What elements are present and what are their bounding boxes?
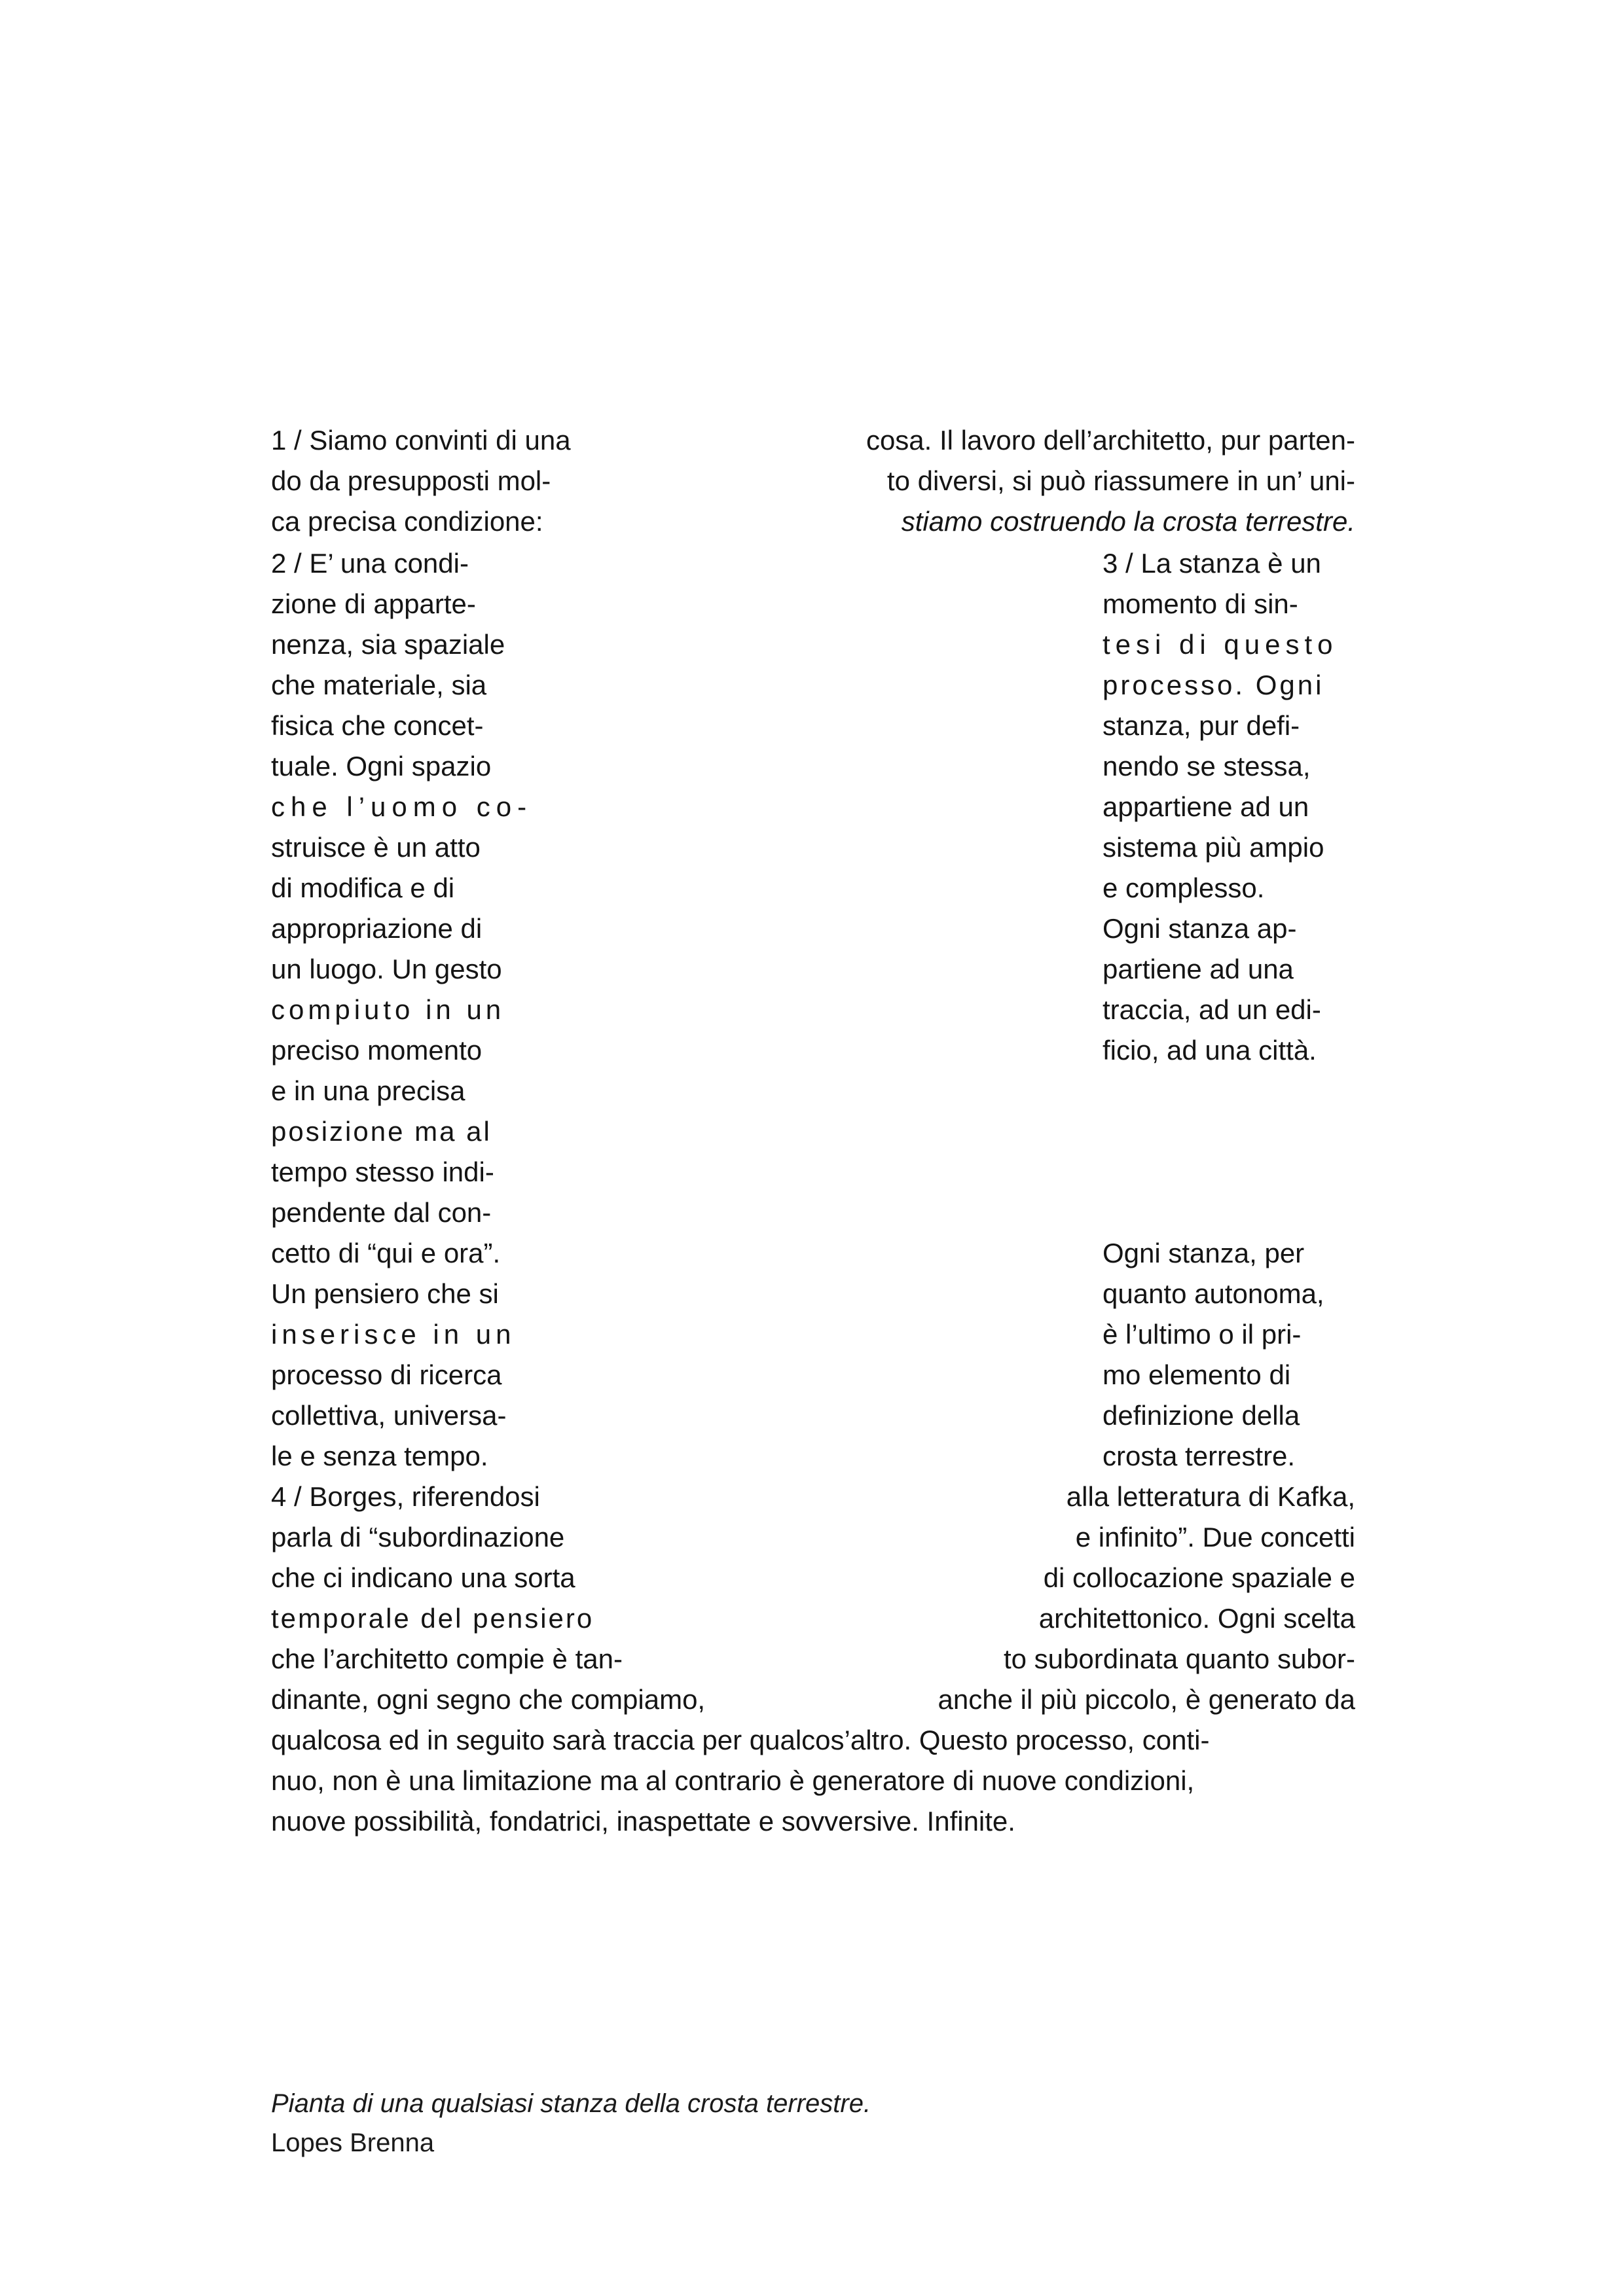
text-line: e complesso. <box>1103 872 1265 903</box>
text-line: architettonico. Ogni scelta <box>1038 1603 1355 1634</box>
text-line: tesi di questo <box>1103 629 1338 660</box>
text-line: inserisce in un <box>271 1319 516 1350</box>
text-line: un luogo. Un gesto <box>271 954 502 984</box>
text-line: che l’uomo co- <box>271 791 533 822</box>
text-line: stanza, pur defi- <box>1103 710 1300 741</box>
text-line: che materiale, sia <box>271 670 487 700</box>
text-line: e in una precisa <box>271 1075 465 1106</box>
text-line: qualcosa ed in seguito sarà traccia per qualcos’altro. Questo processo, conti- <box>271 1725 1210 1755</box>
text-line: Un pensiero che si <box>271 1278 499 1309</box>
text-line: Ogni stanza, per <box>1103 1238 1305 1268</box>
text-line: processo di ricerca <box>271 1359 502 1390</box>
caption-author: Lopes Brenna <box>271 2128 435 2157</box>
text-line: e infinito”. Due concetti <box>1075 1522 1355 1552</box>
text-line: nuo, non è una limitazione ma al contrario è generatore di nuove condizioni, <box>271 1765 1195 1796</box>
text-line: preciso momento <box>271 1035 483 1066</box>
text-line: che ci indicano una sorta <box>271 1562 575 1593</box>
text-line: 4 / Borges, riferendosi <box>271 1481 540 1512</box>
text-line: collettiva, universa- <box>271 1400 507 1431</box>
text-line: nendo se stessa, <box>1103 751 1311 781</box>
text-line: nenza, sia spaziale <box>271 629 505 660</box>
text-line: di collocazione spaziale e <box>1043 1562 1355 1593</box>
text-line: cosa. Il lavoro dell’architetto, pur parten- <box>866 425 1355 456</box>
text-line: do da presupposti mol- <box>271 465 551 496</box>
text-line: to subordinata quanto subor- <box>1003 1643 1355 1674</box>
text-line: fisica che concet- <box>271 710 484 741</box>
text-line: parla di “subordinazione <box>271 1522 565 1552</box>
text-line: anche il più piccolo, è generato da <box>938 1684 1355 1715</box>
text-line: le e senza tempo. <box>271 1441 488 1471</box>
text-line: stiamo costruendo la crosta terrestre. <box>901 506 1355 537</box>
text-line: cetto di “qui e ora”. <box>271 1238 501 1268</box>
text-line: pendente dal con- <box>271 1197 492 1228</box>
text-line: definizione della <box>1103 1400 1300 1431</box>
text-line: appartiene ad un <box>1103 791 1309 822</box>
text-line: quanto autonoma, <box>1103 1278 1324 1309</box>
text-line: 1 / Siamo convinti di una <box>271 425 571 456</box>
text-line: to diversi, si può riassumere in un’ uni- <box>886 465 1355 496</box>
caption-title: Pianta di una qualsiasi stanza della crosta terrestre. <box>271 2089 871 2118</box>
text-line: processo. Ogni <box>1103 670 1324 700</box>
text-line: alla letteratura di Kafka, <box>1066 1481 1355 1512</box>
text-line: appropriazione di <box>271 913 483 944</box>
text-line: traccia, ad un edi- <box>1103 994 1321 1025</box>
text-line: temporale del pensiero <box>271 1603 594 1634</box>
text-line: dinante, ogni segno che compiamo, <box>271 1684 706 1715</box>
text-line: ca precisa condizione: <box>271 506 543 537</box>
text-line: compiuto in un <box>271 994 505 1025</box>
text-line: che l’architetto compie è tan- <box>271 1643 623 1674</box>
text-line: 3 / La stanza è un <box>1103 548 1321 579</box>
text-line: di modifica e di <box>271 872 455 903</box>
text-line: tempo stesso indi- <box>271 1157 494 1187</box>
text-line: struisce è un atto <box>271 832 481 863</box>
text-line: 2 / E’ una condi- <box>271 548 469 579</box>
text-line: tuale. Ogni spazio <box>271 751 492 781</box>
text-line: mo elemento di <box>1103 1359 1291 1390</box>
text-line: posizione ma al <box>271 1116 492 1147</box>
text-line: nuove possibilità, fondatrici, inaspettate e sovversive. Infinite. <box>271 1806 1015 1837</box>
text-line: sistema più ampio <box>1103 832 1324 863</box>
text-line: momento di sin- <box>1103 588 1298 619</box>
text-line: ficio, ad una città. <box>1103 1035 1317 1066</box>
text-line: partiene ad una <box>1103 954 1294 984</box>
text-line: zione di apparte- <box>271 588 476 619</box>
text-line: Ogni stanza ap- <box>1103 913 1297 944</box>
text-line: è l’ultimo o il pri- <box>1103 1319 1302 1350</box>
text-line: crosta terrestre. <box>1103 1441 1296 1471</box>
